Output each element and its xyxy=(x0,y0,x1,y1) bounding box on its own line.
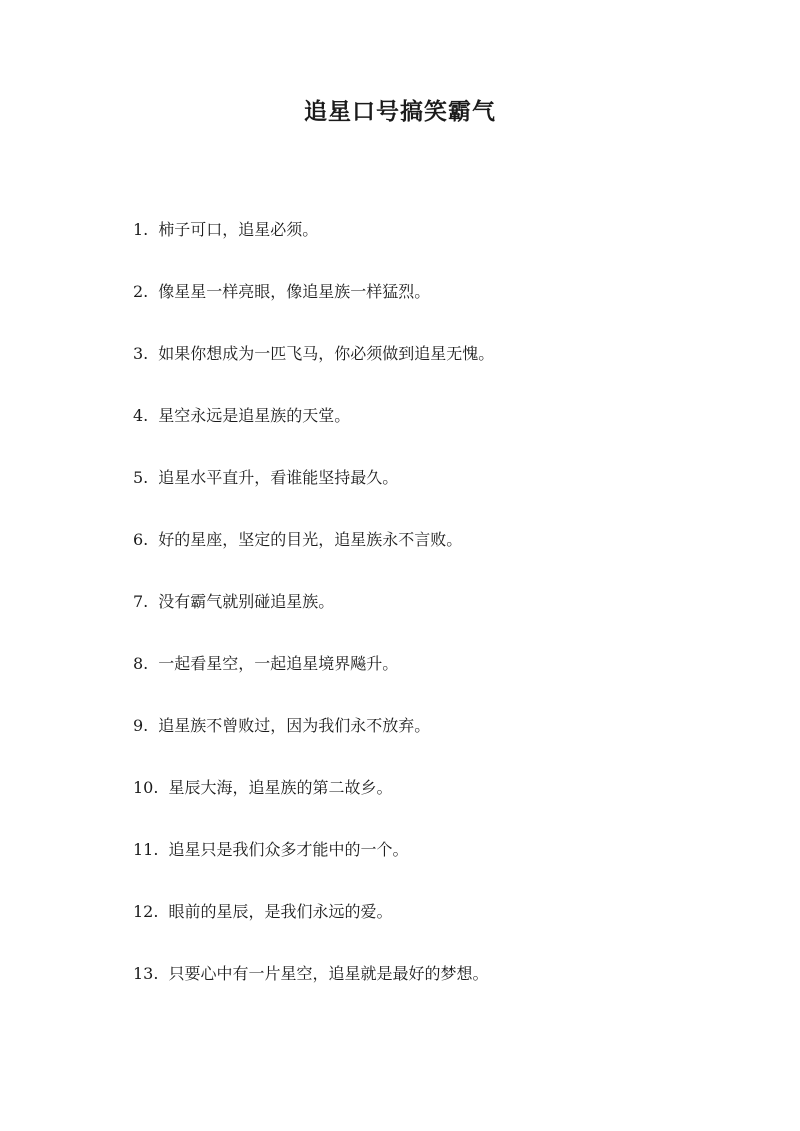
item-text: 一起看星空，一起追星境界飚升。 xyxy=(158,654,399,673)
list-item xyxy=(133,464,733,526)
item-number: 11. xyxy=(133,840,159,859)
item-number: 5. xyxy=(133,468,149,487)
item-text: 星空永远是追星族的天堂。 xyxy=(158,406,351,425)
list-item xyxy=(133,526,733,588)
item-text: 柿子可口，追星必须。 xyxy=(158,220,319,239)
item-number: 8. xyxy=(133,654,149,673)
item-number: 10. xyxy=(133,778,159,797)
list-item xyxy=(133,216,733,278)
item-number: 1. xyxy=(133,220,149,239)
list-item xyxy=(133,402,733,464)
item-text: 眼前的星辰，是我们永远的爱。 xyxy=(168,902,393,921)
item-text: 追星只是我们众多才能中的一个。 xyxy=(168,840,409,859)
item-text: 像星星一样亮眼，像追星族一样猛烈。 xyxy=(158,282,431,301)
item-number: 12. xyxy=(133,902,159,921)
list-item xyxy=(133,588,733,650)
item-text: 好的星座，坚定的目光，追星族永不言败。 xyxy=(158,530,463,549)
item-text: 如果你想成为一匹飞马，你必须做到追星无愧。 xyxy=(158,344,495,363)
item-number: 9. xyxy=(133,716,149,735)
item-text: 只要心中有一片星空，追星就是最好的梦想。 xyxy=(168,964,489,983)
list-item xyxy=(133,836,733,898)
list-item xyxy=(133,650,733,712)
list-item xyxy=(133,774,733,836)
slogan-list xyxy=(133,216,733,1022)
page-title: 追星口号搞笑霸气 xyxy=(304,98,496,125)
item-text: 追星水平直升，看谁能坚持最久。 xyxy=(158,468,399,487)
list-item xyxy=(133,712,733,774)
list-item xyxy=(133,340,733,402)
item-number: 2. xyxy=(133,282,149,301)
list-item xyxy=(133,278,733,340)
item-text: 追星族不曾败过，因为我们永不放弃。 xyxy=(158,716,431,735)
item-number: 3. xyxy=(133,344,149,363)
item-text: 没有霸气就别碰追星族。 xyxy=(158,592,335,611)
item-number: 4. xyxy=(133,406,149,425)
item-number: 7. xyxy=(133,592,149,611)
item-number: 13. xyxy=(133,964,159,983)
list-item xyxy=(133,898,733,960)
item-number: 6. xyxy=(133,530,149,549)
item-text: 星辰大海，追星族的第二故乡。 xyxy=(168,778,393,797)
list-item xyxy=(133,960,733,1022)
